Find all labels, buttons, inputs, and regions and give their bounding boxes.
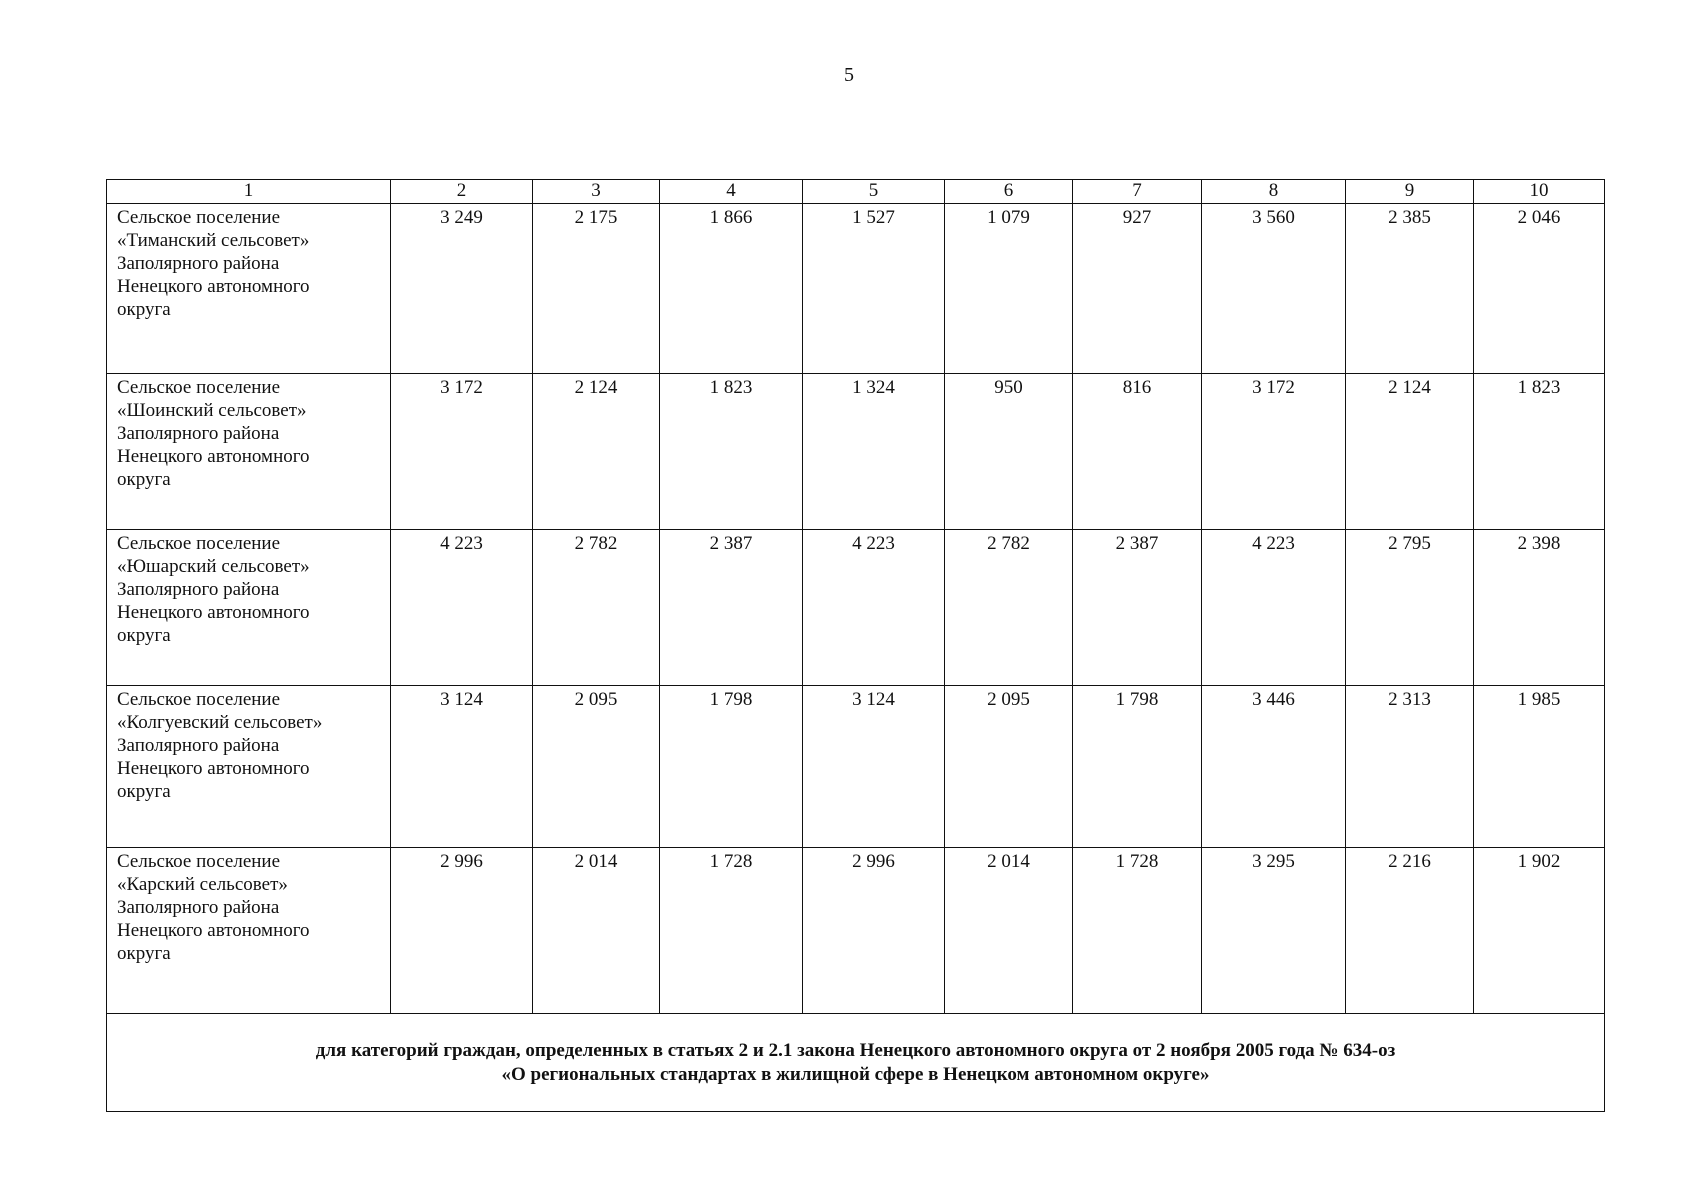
- value-cell: 3 446: [1202, 686, 1346, 848]
- settlement-name-line: Ненецкого автономного: [117, 446, 310, 467]
- settlement-name-line: Сельское поселение: [117, 377, 281, 398]
- value-cell: 1 728: [660, 848, 803, 1014]
- footnote-row: [107, 1014, 1605, 1112]
- settlement-name-line: Ненецкого автономного: [117, 276, 310, 297]
- settlement-name-line: «Карский сельсовет»: [117, 874, 288, 895]
- value-cell: 2 175: [533, 204, 660, 374]
- settlement-name-line: Сельское поселение: [117, 851, 281, 872]
- value-cell: 2 046: [1474, 204, 1605, 374]
- column-header: 3: [533, 180, 660, 204]
- value-cell: 1 985: [1474, 686, 1605, 848]
- settlement-name-line: округа: [117, 469, 171, 490]
- footnote-line: «О региональных стандартах в жилищной сфере в Ненецком автономном округе»: [501, 1063, 1210, 1085]
- column-header: 2: [391, 180, 533, 204]
- value-cell: 2 782: [533, 530, 660, 686]
- settlement-name-line: «Тиманский сельсовет»: [117, 230, 310, 251]
- value-cell: 4 223: [391, 530, 533, 686]
- value-cell: 2 124: [533, 374, 660, 530]
- value-cell: 3 295: [1202, 848, 1346, 1014]
- value-cell: 3 172: [1202, 374, 1346, 530]
- value-cell: 3 124: [803, 686, 945, 848]
- settlement-name-line: Сельское поселение: [117, 533, 281, 554]
- value-cell: 3 249: [391, 204, 533, 374]
- value-cell: 2 124: [1346, 374, 1474, 530]
- value-cell: 1 798: [1073, 686, 1202, 848]
- value-cell: 2 313: [1346, 686, 1474, 848]
- settlement-name-cell: [107, 374, 391, 530]
- value-cell: 1 728: [1073, 848, 1202, 1014]
- settlement-name-line: Ненецкого автономного: [117, 920, 310, 941]
- value-cell: 2 795: [1346, 530, 1474, 686]
- value-cell: 1 902: [1474, 848, 1605, 1014]
- settlement-name-line: Заполярного района: [117, 253, 280, 274]
- value-cell: 1 079: [945, 204, 1073, 374]
- column-header: 9: [1346, 180, 1474, 204]
- value-cell: 1 798: [660, 686, 803, 848]
- value-cell: 927: [1073, 204, 1202, 374]
- value-cell: 2 216: [1346, 848, 1474, 1014]
- header-row: [107, 180, 1605, 204]
- value-cell: 4 223: [1202, 530, 1346, 686]
- value-cell: 2 014: [945, 848, 1073, 1014]
- settlement-name-line: Заполярного района: [117, 423, 280, 444]
- column-header: 5: [803, 180, 945, 204]
- value-cell: 3 560: [1202, 204, 1346, 374]
- value-cell: 2 398: [1474, 530, 1605, 686]
- value-cell: 2 014: [533, 848, 660, 1014]
- table-row: [107, 204, 1605, 374]
- settlement-name-line: «Юшарский сельсовет»: [117, 556, 310, 577]
- data-table: [106, 179, 1605, 1112]
- settlement-name-line: «Колгуевский сельсовет»: [117, 712, 323, 733]
- settlement-name-line: «Шоинский сельсовет»: [117, 400, 307, 421]
- settlement-name-line: Ненецкого автономного: [117, 758, 310, 779]
- value-cell: 950: [945, 374, 1073, 530]
- value-cell: 2 095: [945, 686, 1073, 848]
- column-header: 6: [945, 180, 1073, 204]
- settlement-name-line: округа: [117, 781, 171, 802]
- settlement-name-line: Сельское поселение: [117, 207, 281, 228]
- value-cell: 2 387: [660, 530, 803, 686]
- settlement-name-cell: [107, 848, 391, 1014]
- value-cell: 1 527: [803, 204, 945, 374]
- settlement-name-cell: [107, 204, 391, 374]
- settlement-name-cell: [107, 686, 391, 848]
- value-cell: 2 996: [391, 848, 533, 1014]
- settlement-name-line: Сельское поселение: [117, 689, 281, 710]
- value-cell: 3 124: [391, 686, 533, 848]
- column-header: 8: [1202, 180, 1346, 204]
- value-cell: 2 996: [803, 848, 945, 1014]
- footnote-line: для категорий граждан, определенных в статьях 2 и 2.1 закона Ненецкого автономного округа от 2 ноября 2005 года № 634-оз: [315, 1039, 1396, 1061]
- table-row: [107, 686, 1605, 848]
- value-cell: 816: [1073, 374, 1202, 530]
- table-row: [107, 530, 1605, 686]
- value-cell: 3 172: [391, 374, 533, 530]
- value-cell: 1 823: [660, 374, 803, 530]
- value-cell: 2 095: [533, 686, 660, 848]
- value-cell: 1 324: [803, 374, 945, 530]
- settlement-name-line: Заполярного района: [117, 579, 280, 600]
- value-cell: 4 223: [803, 530, 945, 686]
- settlement-name-line: округа: [117, 943, 171, 964]
- column-header: 10: [1474, 180, 1605, 204]
- settlement-name-cell: [107, 530, 391, 686]
- settlement-name-line: округа: [117, 299, 171, 320]
- table-row: [107, 848, 1605, 1014]
- column-header: 4: [660, 180, 803, 204]
- settlement-name-line: Заполярного района: [117, 897, 280, 918]
- value-cell: 1 866: [660, 204, 803, 374]
- table-row: [107, 374, 1605, 530]
- value-cell: 2 387: [1073, 530, 1202, 686]
- settlement-name-line: Ненецкого автономного: [117, 602, 310, 623]
- settlement-name-line: округа: [117, 625, 171, 646]
- settlement-name-line: Заполярного района: [117, 735, 280, 756]
- page-number: 5: [844, 64, 854, 86]
- value-cell: 2 385: [1346, 204, 1474, 374]
- value-cell: 2 782: [945, 530, 1073, 686]
- column-header: 7: [1073, 180, 1202, 204]
- column-header: 1: [107, 180, 391, 204]
- value-cell: 1 823: [1474, 374, 1605, 530]
- footnote-cell: [107, 1014, 1605, 1112]
